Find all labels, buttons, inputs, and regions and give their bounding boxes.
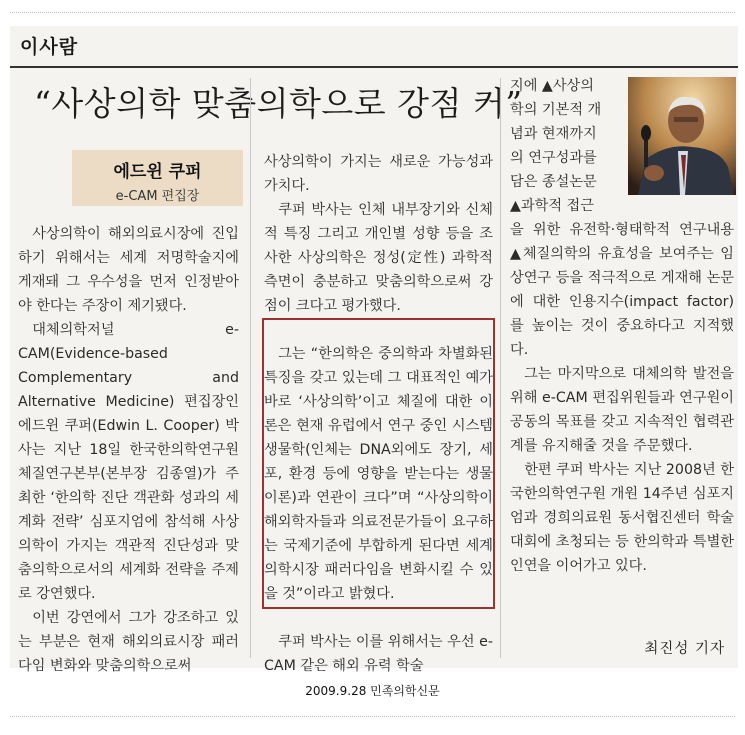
byline-name: 에드윈 쿠퍼 (113, 162, 202, 182)
reporter-signature: 최진성 기자 (644, 641, 725, 657)
highlight-box (262, 318, 495, 609)
byline-title: e-CAM 편집장 (115, 189, 200, 204)
section-label: 이사람 (20, 36, 79, 58)
paragraph: 쿠퍼 박사는 이를 위해서는 우선 e-CAM 같은 해외 유력 학술 (264, 634, 493, 674)
text-line: ▲과학적 접근 (510, 198, 594, 214)
highlighted-quote: 그는 “한의학은 중의학과 차별화된 특징을 갖고 있는데 그 대표적인 예가 바로 ‘사상의학’이고 체질에 대한 이론은 현재 유럽에서 연구 중인 시스템생물학(인체는 DNA외에도 장기, 세포, 환경 등에 영향을 받는다는 생물이론)과 연관이 크다”며 “사상의학이 해외학자들과 의료전문가들이 요구하는 국제기준에 부합하게 된다면 세계의학시장 패러다임을 변화시킬 수 있을 것”이라고 밝혔다. (264, 346, 493, 602)
paragraph: 쿠퍼 박사는 인체 내부장기와 신체적 특징 그리고 개인별 성향 등을 조사한 사상의학은 정성(定性) 과학적 측면이 충분하고 맞춤의학으로써 강점이 크다고 평가했다. (264, 202, 493, 314)
article-column-3 (510, 218, 734, 578)
paragraph: 이번 강연에서 그가 강조하고 있는 부분은 현재 해외의료시장 패러다임 변화와 맞춤의학으로써 (18, 610, 239, 674)
text-line: 의 연구성과를 (510, 150, 597, 166)
header-rule (10, 66, 738, 68)
article-column-3-wrap (510, 74, 624, 218)
paragraph: 사상의학이 해외의료시장에 진입하기 위해서는 세계 저명학술지에 게재돼 그 우수성을 먼저 인정받아야 한다는 주장이 제기됐다. (18, 226, 239, 314)
paragraph: 사상의학이 가지는 새로운 가능성과 가치다. (264, 154, 493, 194)
text-line: 담은 종설논문 (510, 174, 597, 190)
text-line: 지에 ▲사상의 (510, 78, 594, 94)
bottom-divider (10, 716, 735, 717)
portrait-image (628, 77, 736, 195)
paragraph: 한편 쿠퍼 박사는 지난 2008년 한국한의학연구원 개원 14주년 심포지엄과 경희의료원 동서협진센터 학술대회에 초청되는 등 한의학과 특별한 인연을 이어가고 있다. (510, 462, 734, 574)
text-line: 학의 기본적 개 (510, 102, 602, 118)
text-line: 념과 현재까지 (510, 126, 597, 142)
column-divider (250, 78, 251, 658)
top-divider (10, 12, 735, 13)
paragraph: 그는 마지막으로 대체의학 발전을 위해 e-CAM 편집위원들과 연구원이 공동의 목표를 갖고 지속적인 협력관계를 유지해줄 것을 주문했다. (510, 366, 734, 454)
portrait-photo (628, 77, 736, 195)
paragraph: 을 위한 유전학·형태학적 연구내용 ▲체질의학의 유효성을 보여주는 임상연구 등을 적극적으로 게재해 논문에 대한 인용지수(impact factor)를 높이는 것이 중요하다고 지적했다. (510, 222, 734, 358)
headline: “사상의학 맞춤의학으로 강점 커” (34, 84, 523, 123)
column-divider (500, 78, 501, 658)
paragraph: 대체의학저널 e-CAM(Evidence-based Complementary and Alternative Medicine) 편집장인 에드윈 쿠퍼(Edwin L. Cooper) 박사는 지난 18일 한국한의학연구원 체질연구본부(본부장 김종열)가 주최한 ‘한의학 진단 객관화 성과의 세계화 전략’ 심포지엄에 참석해 사상의학이 가지는 객관적 진단성과 맞춤의학으로서의 세계화 전략을 주제로 강연했다. (18, 322, 239, 602)
source-caption: 2009.9.28 민족의학신문 (305, 684, 440, 698)
article-column-1 (18, 222, 239, 678)
section-header (10, 26, 738, 68)
byline-box (72, 150, 243, 206)
